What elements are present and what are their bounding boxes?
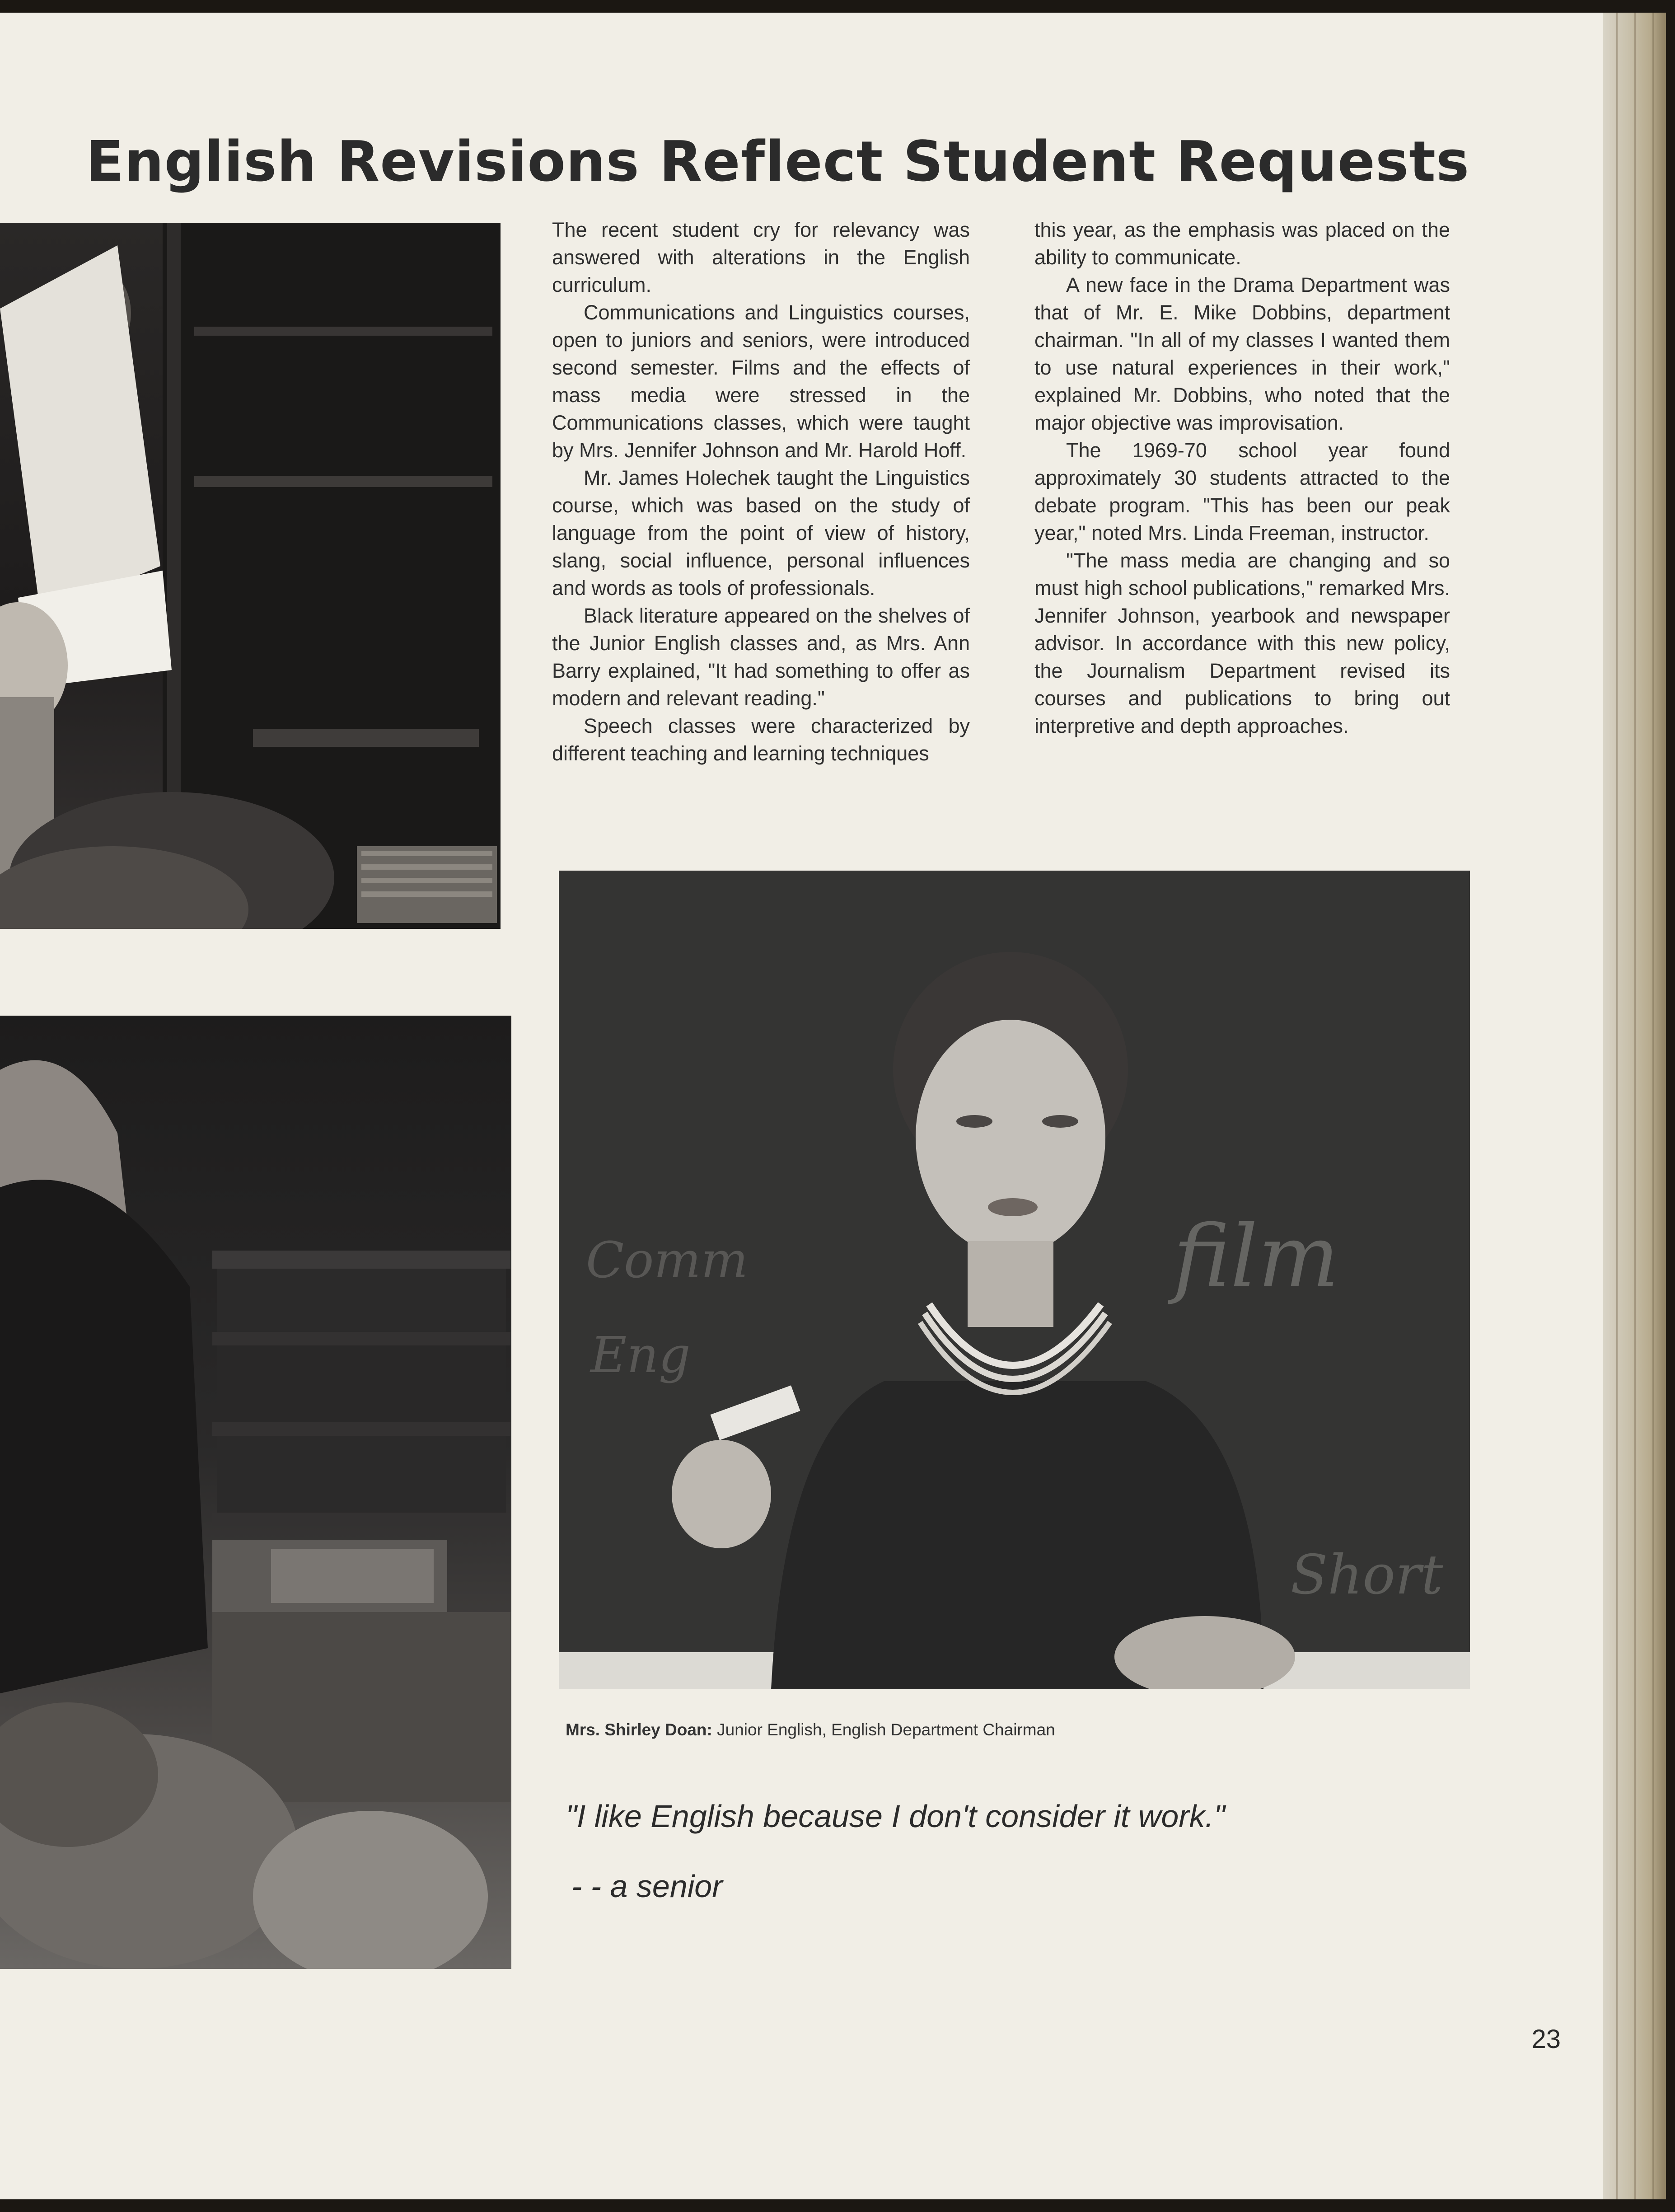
caption-text: Junior English, English Department Chairman xyxy=(712,1720,1055,1739)
page-title: English Revisions Reflect Student Requests xyxy=(86,130,1470,195)
student-library-photo xyxy=(0,1016,511,1969)
quote-attribution: - - a senior xyxy=(571,1869,723,1904)
spine-edge-line xyxy=(1634,13,1636,2199)
caption-name: Mrs. Shirley Doan: xyxy=(566,1720,712,1739)
chalk-writing: film xyxy=(1173,1207,1339,1307)
article-paragraph: Speech classes were characterized by different teaching and learning techniques xyxy=(552,714,970,765)
article-paragraph: Mr. James Holechek taught the Linguistics course, which was based on the study of language from the point of view of history, slang, social influence, personal influences and words as tools of professionals. xyxy=(552,466,970,600)
teacher-chalkboard-photo xyxy=(559,871,1470,1689)
article-paragraph: A new face in the Drama Department was that of Mr. E. Mike Dobbins, department chairman. "In all of my classes I wanted them to use natural experiences in their work," explained Mr. Dobbins, who noted that the major objective was improvisation. xyxy=(1034,273,1450,434)
spine-edge-line xyxy=(1652,13,1654,2199)
article-column-left xyxy=(552,216,970,767)
chalk-writing: Eng xyxy=(590,1326,691,1384)
chalk-writing: Comm xyxy=(586,1231,749,1289)
article-paragraph: this year, as the emphasis was placed on the ability to communicate. xyxy=(1034,218,1450,269)
book-spine xyxy=(1603,13,1666,2199)
classroom-shelf-illustration xyxy=(0,223,501,929)
pull-quote: "I like English because I don't consider it work." xyxy=(566,1799,1225,1834)
article-paragraph: "The mass media are changing and so must high school publications," remarked Mrs. Jennifer Johnson, yearbook and newspaper advisor. In accordance with this new policy, the Journalism Department revised its courses and publications to bring out interpretive and depth approaches. xyxy=(1034,549,1450,737)
article-paragraph: Black literature appeared on the shelves of the Junior English classes and, as Mrs. Ann Barry explained, "It had something to offer as modern and relevant reading." xyxy=(552,604,970,710)
spine-edge-line xyxy=(1616,13,1618,2199)
photo-caption xyxy=(566,1720,1243,1739)
chalk-writing: Short xyxy=(1291,1544,1443,1607)
article-paragraph: Communications and Linguistics courses, open to juniors and seniors, were introduced second semester. Films and the effects of mass media were stressed in the Communications classes, which were taught by Mrs. Jennifer Johnson and Mr. Harold Hoff. xyxy=(552,301,970,462)
page-number: 23 xyxy=(1531,2025,1561,2054)
article-column-right xyxy=(1034,216,1450,740)
student-library-illustration xyxy=(0,1016,511,1969)
teacher-chalkboard-illustration xyxy=(559,871,1470,1689)
article-paragraph: The 1969-70 school year found approximately 30 students attracted to the debate program. "This has been our peak year," noted Mrs. Linda Freeman, instructor. xyxy=(1034,439,1450,544)
article-paragraph: The recent student cry for relevancy was answered with alterations in the English curriculum. xyxy=(552,218,970,296)
classroom-shelf-photo xyxy=(0,223,501,929)
